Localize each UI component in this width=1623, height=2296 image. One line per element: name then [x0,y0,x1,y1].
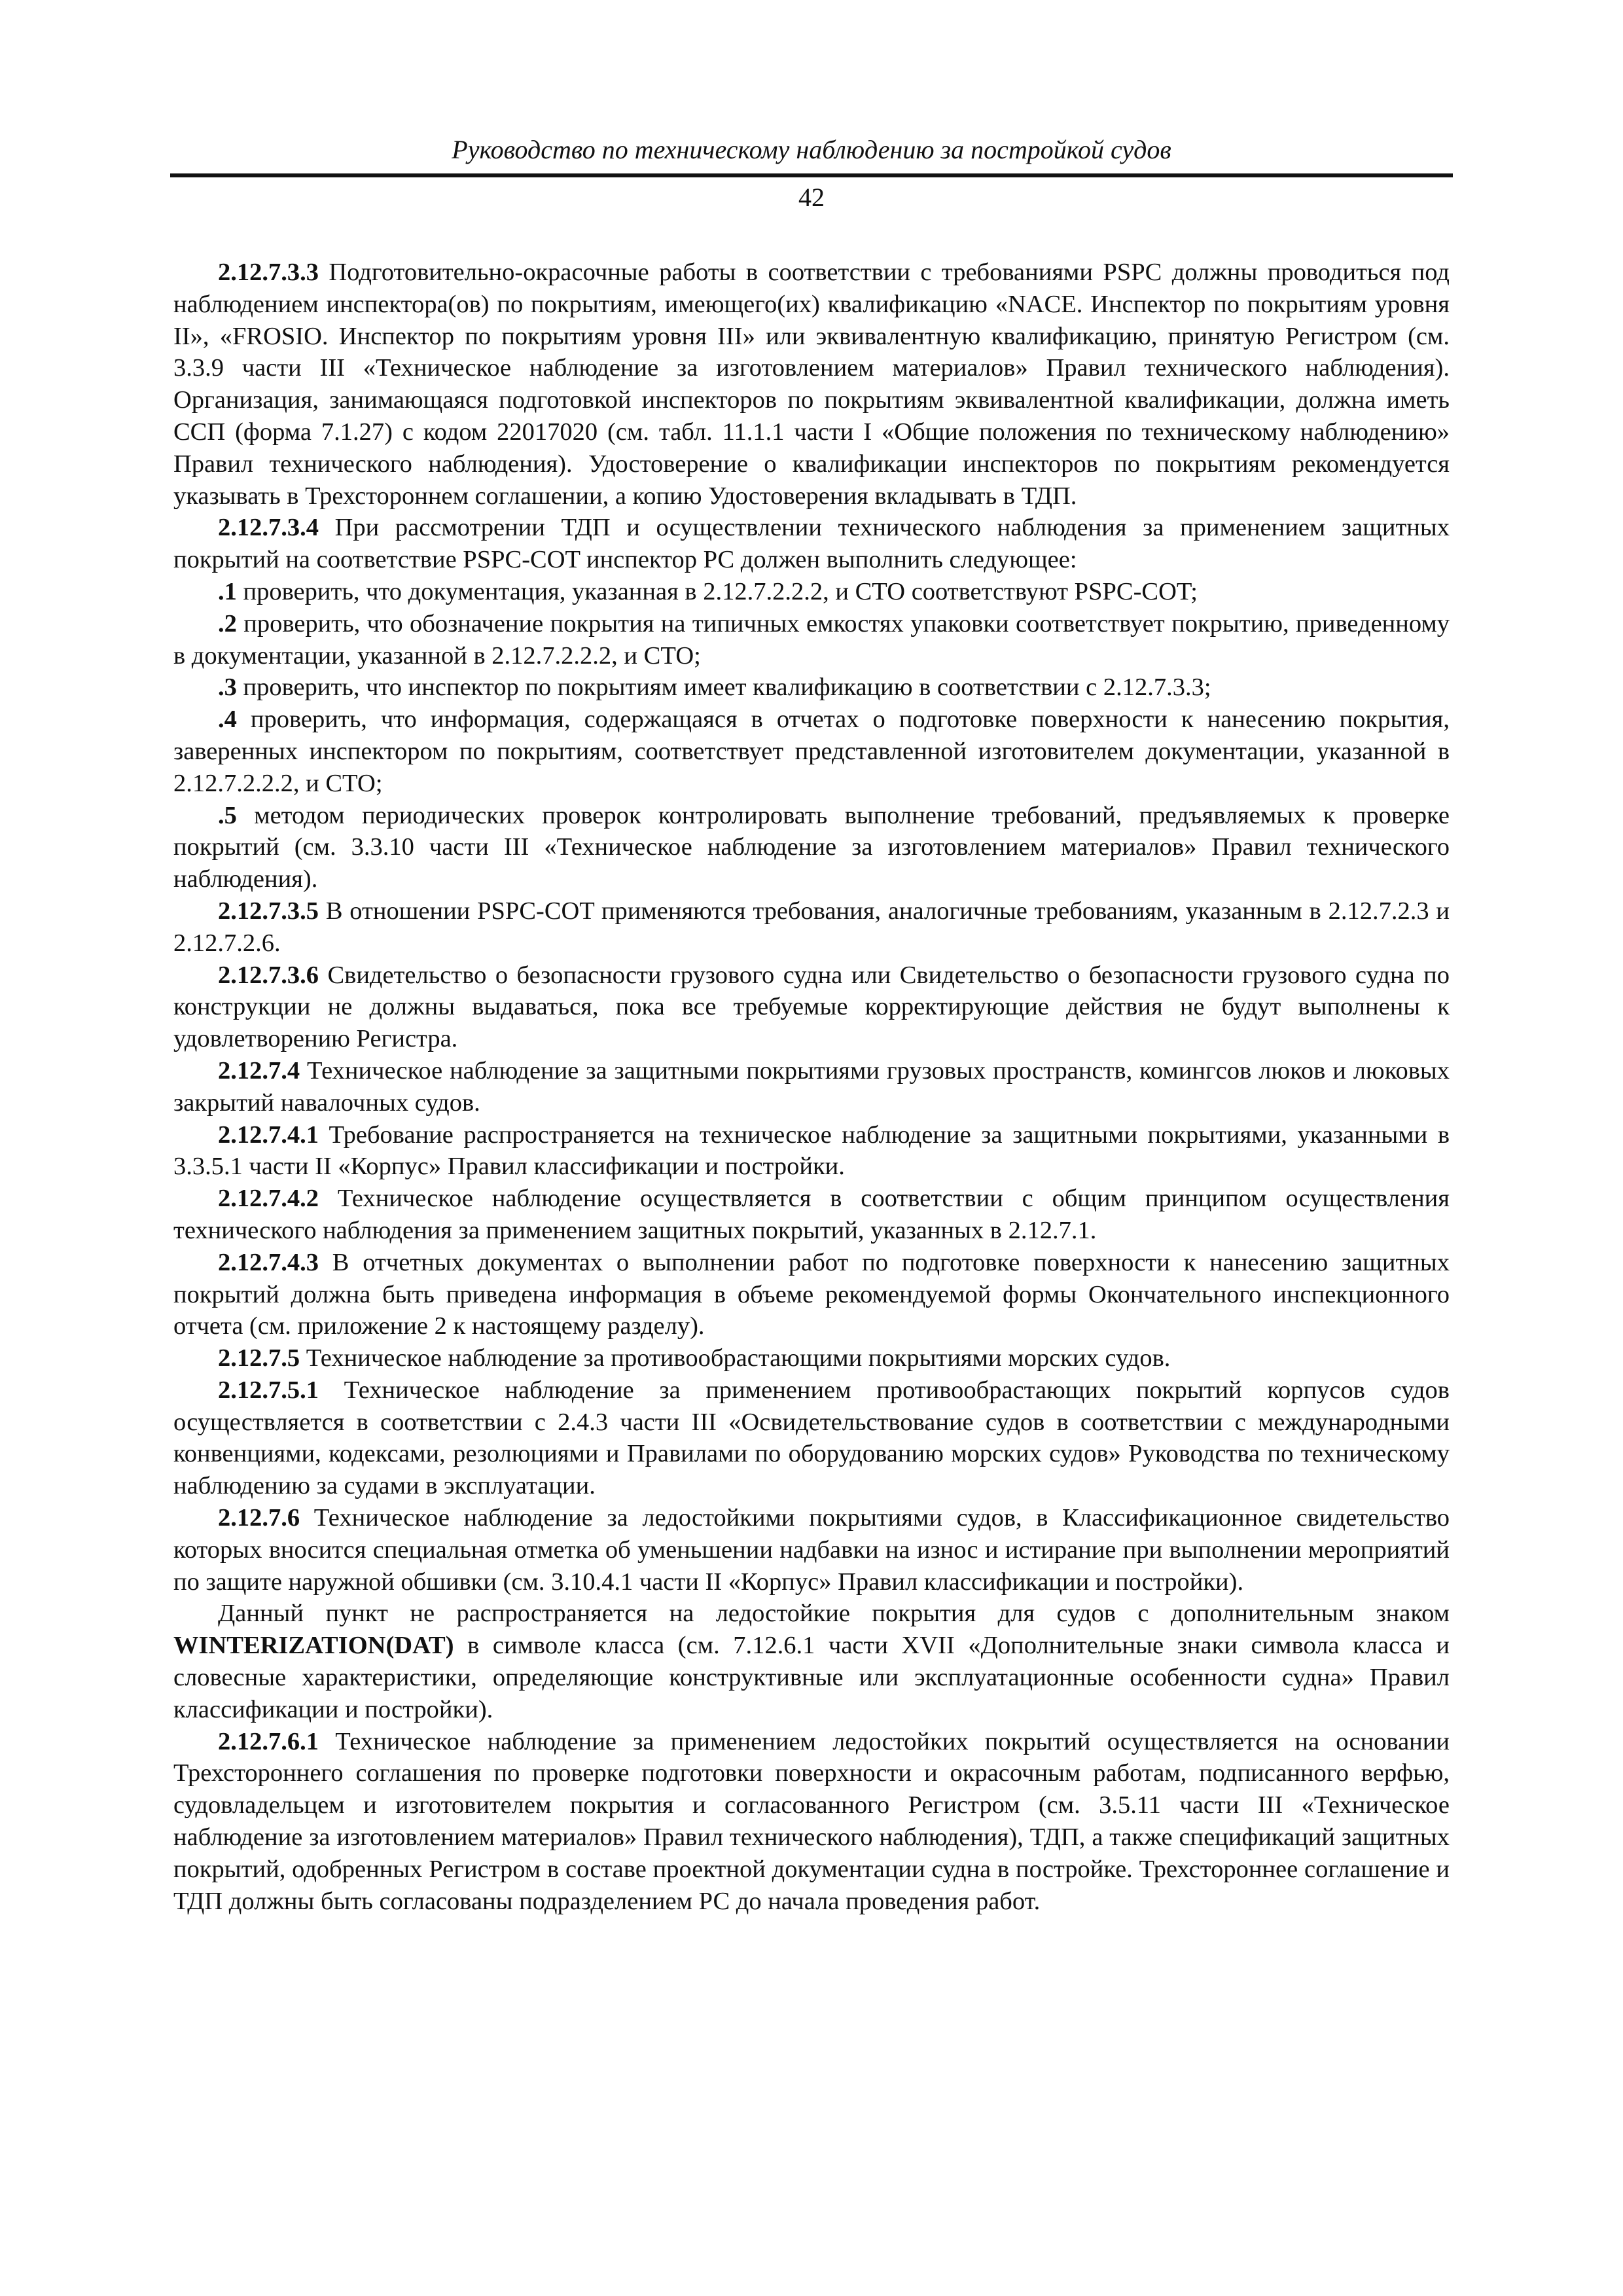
paragraph-2-12-7-4 [173,1055,1450,1119]
paragraph-2-12-7-5 [173,1342,1450,1374]
clause-number: 2.12.7.6 [218,1504,300,1532]
paragraph-2-12-7-3-3 [173,257,1450,512]
paragraph-text: Свидетельство о безопасности грузового судна или Свидетельство о безопасности грузового судна по конструкции не должны выдаваться, пока все требуемые корректирующие действия не будут выполнены к удовлетворению Регистра. [173,961,1450,1053]
document-body [173,257,1450,1917]
paragraph-text: Данный пункт не распространяется на ледостойкие покрытия для судов с дополнительным знаком [218,1600,1450,1628]
paragraph-text: Подготовительно-окрасочные работы в соответствии с требованиями PSPC должны проводиться под наблюдением инспектора(ов) по покрытиям, имеющего(их) квалификацию «NACE. Инспектор по покрытиям уровня II», «FROSIO. Инспектор по покрытиям уровня III» или эквивалентную квалификацию, принятую Регистром (см. 3.3.9 части III «Техническое наблюдение за изготовлением материалов» Правил технического наблюдения). Организация, занимающаяся подготовкой инспекторов по покрытиям эквивалентной квалификации, должна иметь ССП (форма 7.1.27) с кодом 22017020 (см. табл. 11.1.1 части I «Общие положения по техническому наблюдению» Правил технического наблюдения). Удостоверение о квалификации инспекторов по покрытиям рекомендуется указывать в Трехстороннем соглашении, а копию Удостоверения вкладывать в ТДП. [173,259,1450,510]
item-number: .3 [218,673,237,702]
paragraph-2-12-7-4-1 [173,1119,1450,1183]
paragraph-2-12-7-6-1 [173,1726,1450,1918]
paragraph-text: Техническое наблюдение за применением ледостойких покрытий осуществляется на основании Трехстороннего соглашения по проверке подготовки поверхности и окрасочным работам, подписанного верфью, судовладельцем и изготовителем покрытия и согласованного Регистром (см. 3.5.11 части III «Техническое наблюдение за изготовлением материалов» Правил технического наблюдения), ТДП, а также спецификаций защитных покрытий, одобренных Регистром в составе проектной документации судна в постройке. Трехстороннее соглашение и ТДП должны быть согласованы подразделением РС до начала проведения работ. [173,1727,1450,1915]
clause-number: 2.12.7.3.6 [218,961,319,989]
clause-number: 2.12.7.4 [218,1056,300,1085]
item-text: проверить, что документация, указанная в 2.12.7.2.2.2, и СТО соответствуют PSPC-COT; [236,577,1198,605]
paragraph-text: Техническое наблюдение за ледостойкими покрытиями судов, в Классификационное свидетельство которых вносится специальная отметка об уменьшении надбавки на износ и истирание при выполнении мероприятий по защите наружной обшивки (см. 3.10.4.1 части II «Корпус» Правил классификации и постройки). [173,1504,1450,1596]
clause-number: 2.12.7.4.2 [218,1185,319,1213]
clause-number: 2.12.7.5 [218,1344,300,1372]
class-notation: WINTERIZATION(DAT) [173,1632,454,1660]
paragraph-2-12-7-5-1 [173,1374,1450,1502]
list-item-5 [173,800,1450,895]
paragraph-2-12-7-3-4 [173,512,1450,576]
item-text: проверить, что обозначение покрытия на типичных емкостях упаковки соответствует покрытию, приведенному в документации, указанной в 2.12.7.2.2.2, и СТО; [173,609,1450,670]
header-rule [170,173,1453,177]
clause-number: 2.12.7.3.5 [218,897,319,925]
item-number: .5 [218,801,237,829]
item-text: проверить, что инспектор по покрытиям имеет квалификацию в соответствии с 2.12.7.3.3; [236,673,1211,702]
paragraph-text: Техническое наблюдение за защитными покрытиями грузовых пространств, комингсов люков и люковых закрытий навалочных судов. [173,1056,1450,1117]
paragraph-2-12-7-6 [173,1502,1450,1598]
clause-number: 2.12.7.4.3 [218,1248,319,1276]
paragraph-text: Требование распространяется на техническое наблюдение за защитными покрытиями, указанными в 3.3.5.1 части II «Корпус» Правил классификации и постройки. [173,1121,1450,1181]
paragraph-text: Техническое наблюдение за применением противообрастающих покрытий корпусов судов осуществляется в соответствии с 2.4.3 части III «Освидетельствование судов в соответствии с международными конвенциями, кодексами, резолюциями и Правилами по оборудованию морских судов» Руководства по техническому наблюдению за судами в эксплуатации. [173,1376,1450,1500]
clause-number: 2.12.7.3.4 [218,514,319,542]
paragraph-text: В отношении PSPC-COT применяются требования, аналогичные требованиям, указанным в 2.12.7.2.3 и 2.12.7.2.6. [173,897,1450,957]
page-number: 42 [798,183,825,212]
list-item-4 [173,704,1450,799]
item-number: .4 [218,706,237,734]
paragraph-2-12-7-4-2 [173,1183,1450,1247]
paragraph-2-12-7-4-3 [173,1247,1450,1342]
item-number: .1 [218,577,237,605]
item-text: проверить, что информация, содержащаяся в отчетах о подготовке поверхности к нанесению покрытия, заверенных инспектором по покрытиям, соответствует представленной изготовителем документации, указанной в 2.12.7.2.2.2, и СТО; [173,706,1450,797]
paragraph-text: в символе класса (см. 7.12.6.1 части XVII «Дополнительные знаки символа класса и словесные характеристики, определяющие конструктивные или эксплуатационные особенности судна» Правил классификации и постройки). [173,1632,1450,1723]
list-item-1 [173,576,1450,608]
clause-number: 2.12.7.4.1 [218,1121,319,1149]
paragraph-2-12-7-3-6 [173,960,1450,1055]
item-number: .2 [218,609,237,637]
clause-number: 2.12.7.5.1 [218,1376,319,1404]
clause-number: 2.12.7.6.1 [218,1727,319,1755]
paragraph-text: В отчетных документах о выполнении работ по подготовке поверхности к нанесению защитных покрытий должна быть приведена информация в объеме рекомендуемой формы Окончательного инспекционного отчета (см. приложение 2 к настоящему разделу). [173,1248,1450,1340]
running-header: Руководство по техническому наблюдению за постройкой судов [452,135,1171,164]
paragraph-2-12-7-3-5 [173,895,1450,960]
paragraph-text: При рассмотрении ТДП и осуществлении технического наблюдения за применением защитных покрытий на соответствие PSPC-COT инспектор РС должен выполнить следующее: [173,514,1450,574]
paragraph-text: Техническое наблюдение осуществляется в соответствии с общим принципом осуществления технического наблюдения за применением защитных покрытий, указанных в 2.12.7.1. [173,1185,1450,1244]
list-item-3 [173,672,1450,704]
paragraph-text: Техническое наблюдение за противообрастающими покрытиями морских судов. [300,1344,1171,1372]
list-item-2 [173,608,1450,672]
paragraph-winterization [173,1598,1450,1725]
item-text: методом периодических проверок контролировать выполнение требований, предъявляемых к проверке покрытий (см. 3.3.10 части III «Техническое наблюдение за изготовлением материалов» Правил технического наблюдения). [173,801,1450,893]
clause-number: 2.12.7.3.3 [218,259,319,286]
